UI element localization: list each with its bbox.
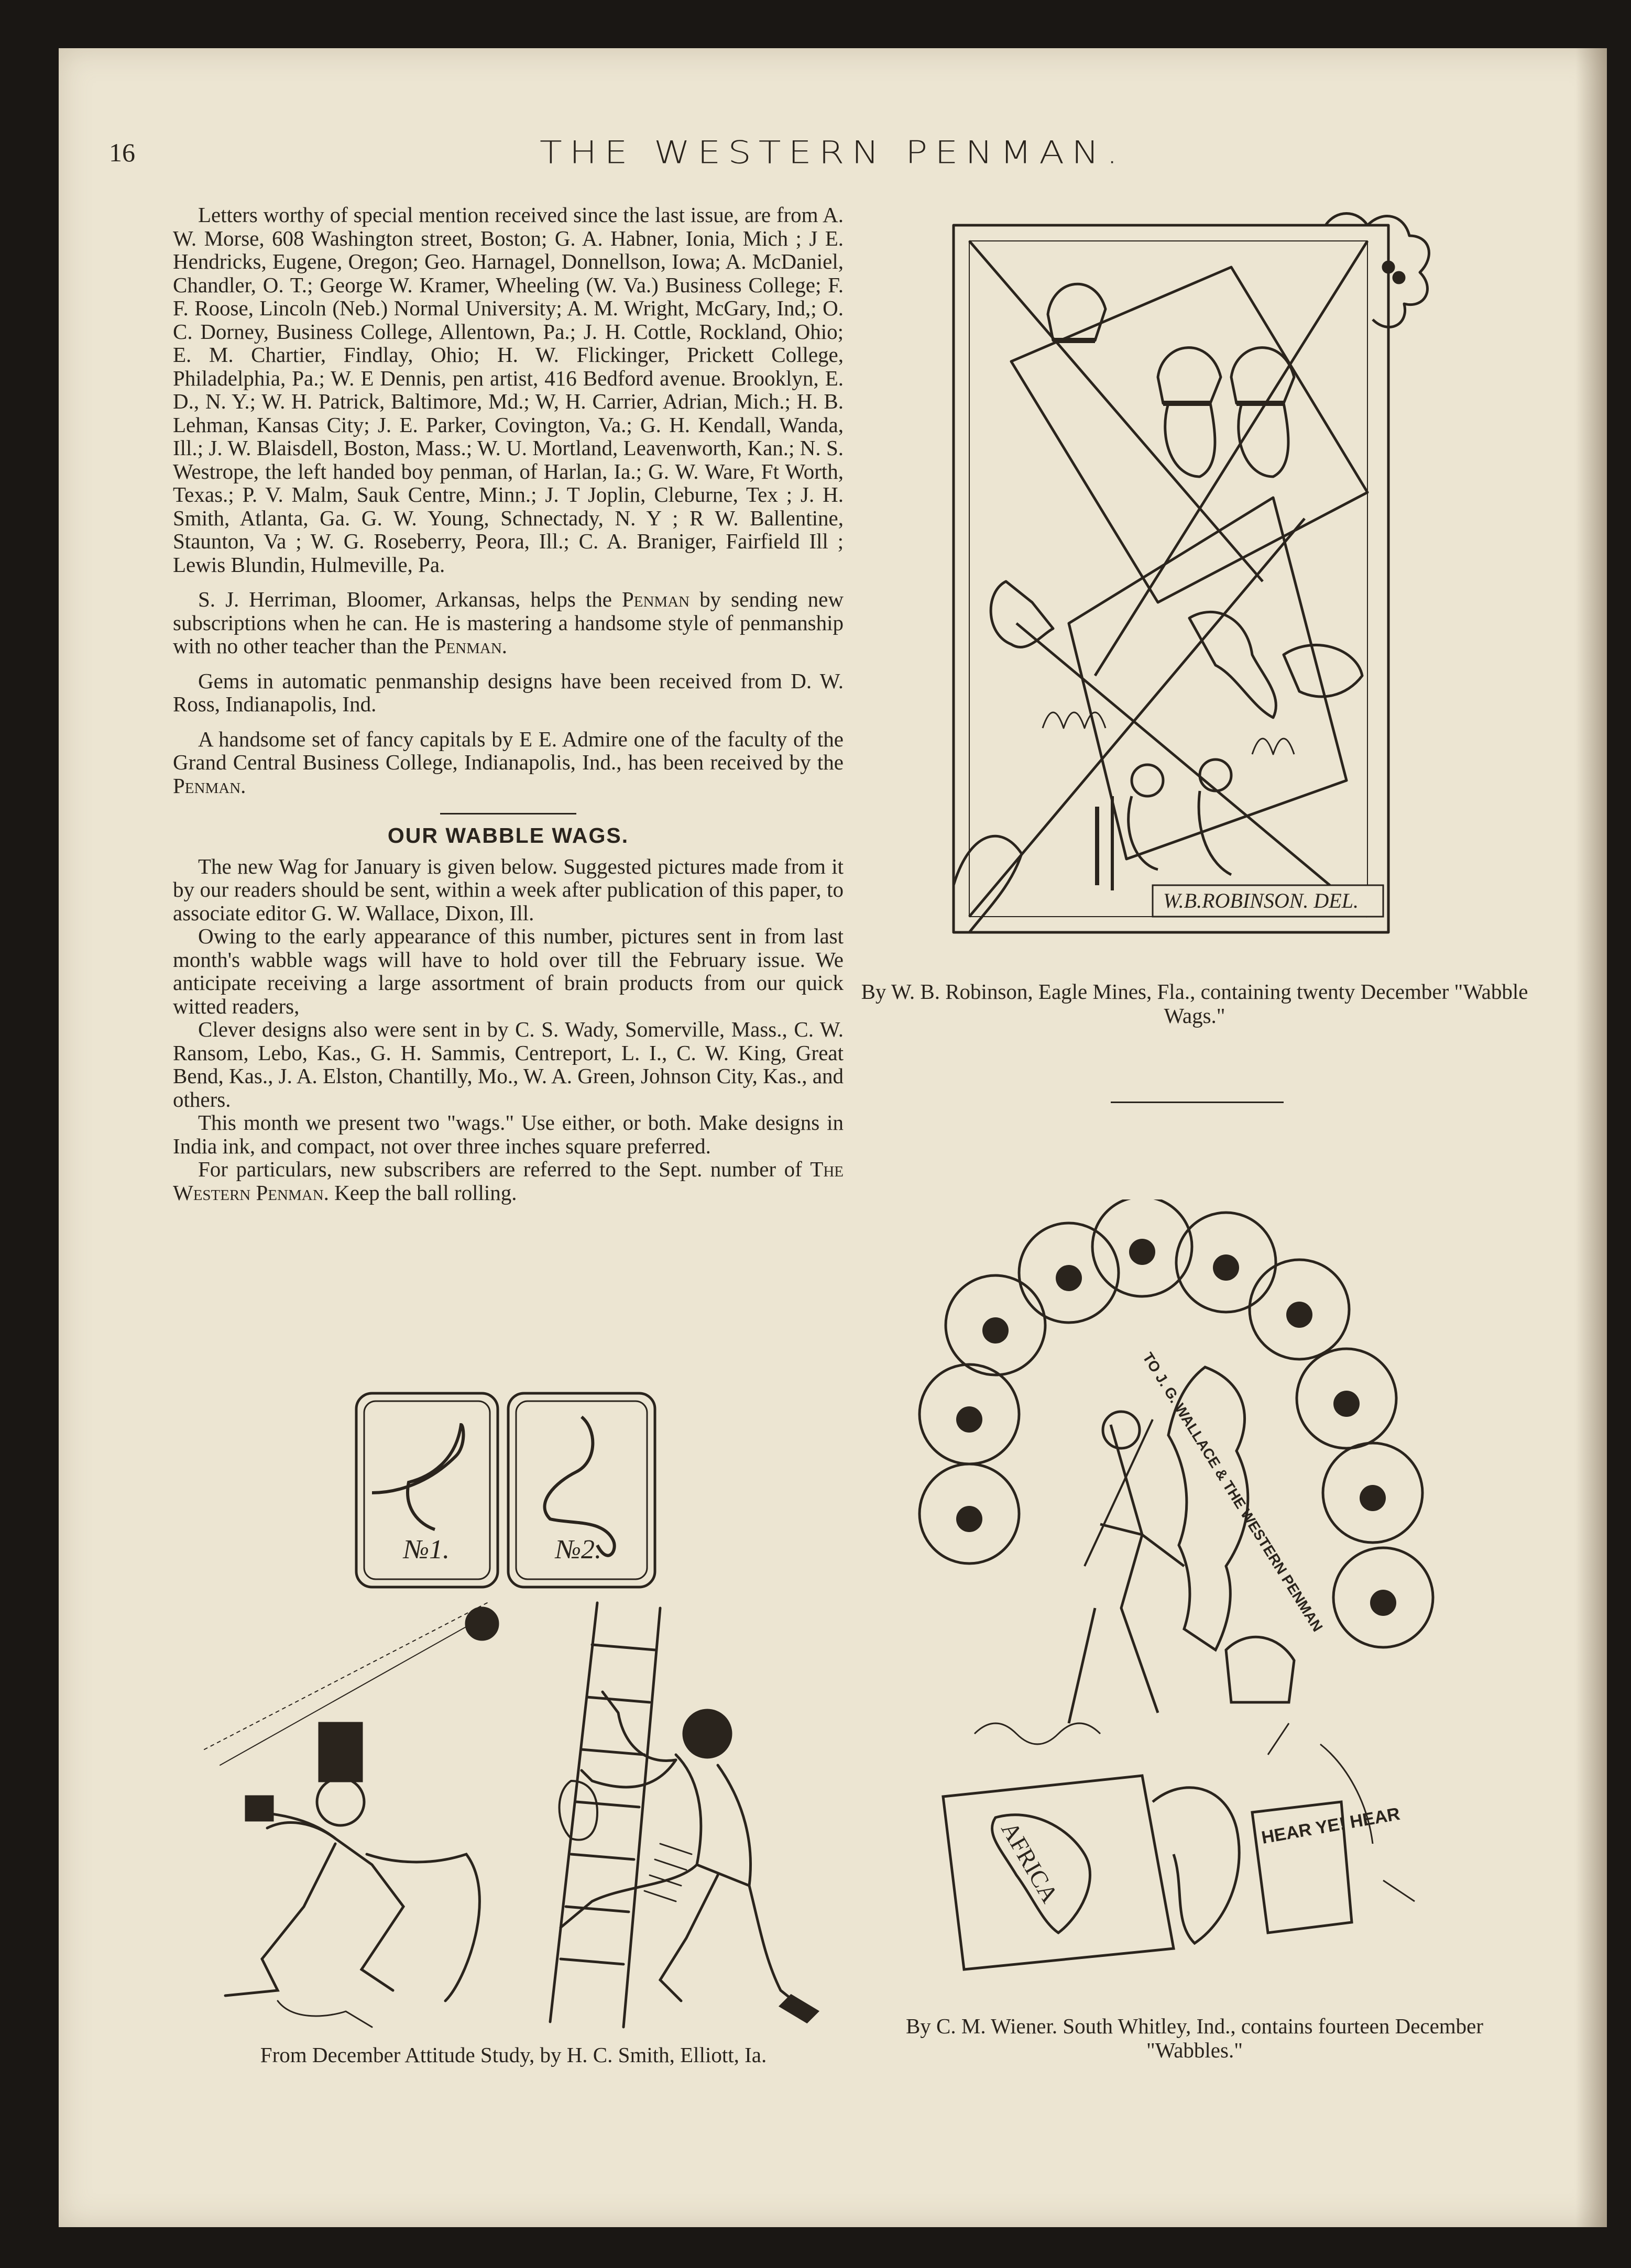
herriman-paragraph: S. J. Herriman, Bloomer, Arkansas, helps the Penman by sending new subscriptions when he can. He is mastering a handsome style of penmanship with no other teacher than the Penman. [173, 587, 844, 658]
wiener-illustration [912, 1199, 1498, 1996]
left-column-text [173, 203, 844, 1204]
attitude-study-cartoons [173, 1592, 854, 2043]
wabble-paragraph-3: Clever designs also were sent in by C. S. Wady, Somerville, Mass., C. W. Ransom, Lebo, Kas., G. H. Sammis, Centreport, L. I., C. W. King, Great Bend, Kas., J. A. Elston, Chantilly, Mo., W. A. Green, Johnson City, Kas., and others. [173, 1017, 844, 1111]
wag-boxes-figure [351, 1388, 660, 1592]
wiener-banner: TO J. G. WALLACE & THE WESTERN PENMAN [1139, 1349, 1326, 1635]
wiener-sign: HEAR YE! HEAR [1260, 1803, 1402, 1848]
wag-label-1: №1. [403, 1535, 450, 1565]
admire-paragraph: A handsome set of fancy capitals by E E. Admire one of the faculty of the Grand Central Business College, Indianapolis, Ind., has been received by the Penman. [173, 726, 844, 798]
wiener-caption: By C. M. Wiener. South Whitley, Ind., contains fourteen December "Wabbles." [905, 2014, 1484, 2062]
section-divider [1111, 1102, 1284, 1103]
ross-paragraph: Gems in automatic penmanship designs have been received from D. W. Ross, Indianapolis, Ind. [173, 668, 844, 716]
wiener-map-label: AFRICA [996, 1817, 1064, 1908]
letters-paragraph: Letters worthy of special mention received since the last issue, are from A. W. Morse, 608 Washington street, Boston; G. A. Habner, Ionia, Mich ; J E. Hendricks, Eugene, Oregon; Geo. Harnagel, Donnellson, Iowa; A. McDaniel, Chandler, O. T.; George W. Kramer, Wheeling (W. Va.) Business College; F. F. Roose, Lincoln (Neb.) Normal University; A. M. Wright, McGary, Ind,; O. C. Dorney, Business College, Allentown, Pa.; J. H. Cottle, Rockland, Ohio; E. M. Chartier, Findlay, Ohio; H. W. Flickinger, Prickett College, Philadelphia, Pa.; W. E Dennis, pen artist, 416 Bedford avenue. Brooklyn, E. D., N. Y.; W. H. Patrick, Baltimore, Md.; W, H. Carrier, Adrian, Mich.; H. B. Lehman, Kansas City; J. E. Parker, Covington, Va.; G. H. Kendall, Wanda, Ill.; J. W. Blaisdell, Boston, Mass.; W. U. Mortland, Leavenworth, Kan.; N. S. Westrope, the left handed boy penman, of Harlan, Ia.; G. W. Ware, Ft Worth, Texas.; P. V. Malm, Sauk Centre, Minn.; J. T Joplin, Cleburne, Tex ; J. H. Smith, Atlanta, Ga. G. W. Young, Schnectady, N. Y ; R W. Ballentine, Staunton, Va ; W. G. Roseberry, Peora, Ill.; C. A. Braniger, Fairfield Ill ; Lewis Blundin, Hulmeville, Pa. [173, 203, 844, 577]
wabble-paragraph-2: Owing to the early appearance of this number, pictures sent in from last month's wabble wags will have to hold over till the February issue. We anticipate receiving a large assortment of brain products from our quick witted readers, [173, 924, 844, 1018]
robinson-signature: W.B.ROBINSON. DEL. [1163, 889, 1359, 912]
robinson-caption: By W. B. Robinson, Eagle Mines, Fla., containing twenty December "Wabble Wags." [861, 979, 1528, 1028]
wabble-paragraph-1: The new Wag for January is given below. Suggested pictures made from it by our readers should be sent, within a week after publication of this paper, to associate editor G. W. Wallace, Dixon, Ill. [173, 854, 844, 925]
page-gutter-shadow [1575, 48, 1607, 2227]
wabble-paragraph-5: For particulars, new subscribers are referred to the Sept. number of The Western Penman. Keep the ball rolling. [173, 1157, 844, 1205]
masthead: THE WESTERN PENMAN. [540, 134, 1125, 171]
wabble-paragraph-4: This month we present two "wags." Use either, or both. Make designs in India ink, and compact, not over three inches square preferred. [173, 1110, 844, 1158]
wabble-wags-heading: OUR WABBLE WAGS. [173, 813, 844, 847]
page-number: 16 [109, 138, 135, 167]
wag-label-2: №2. [555, 1535, 602, 1565]
smith-caption: From December Attitude Study, by H. C. Smith, Elliott, Ia. [260, 2043, 767, 2067]
robinson-illustration [938, 204, 1441, 948]
